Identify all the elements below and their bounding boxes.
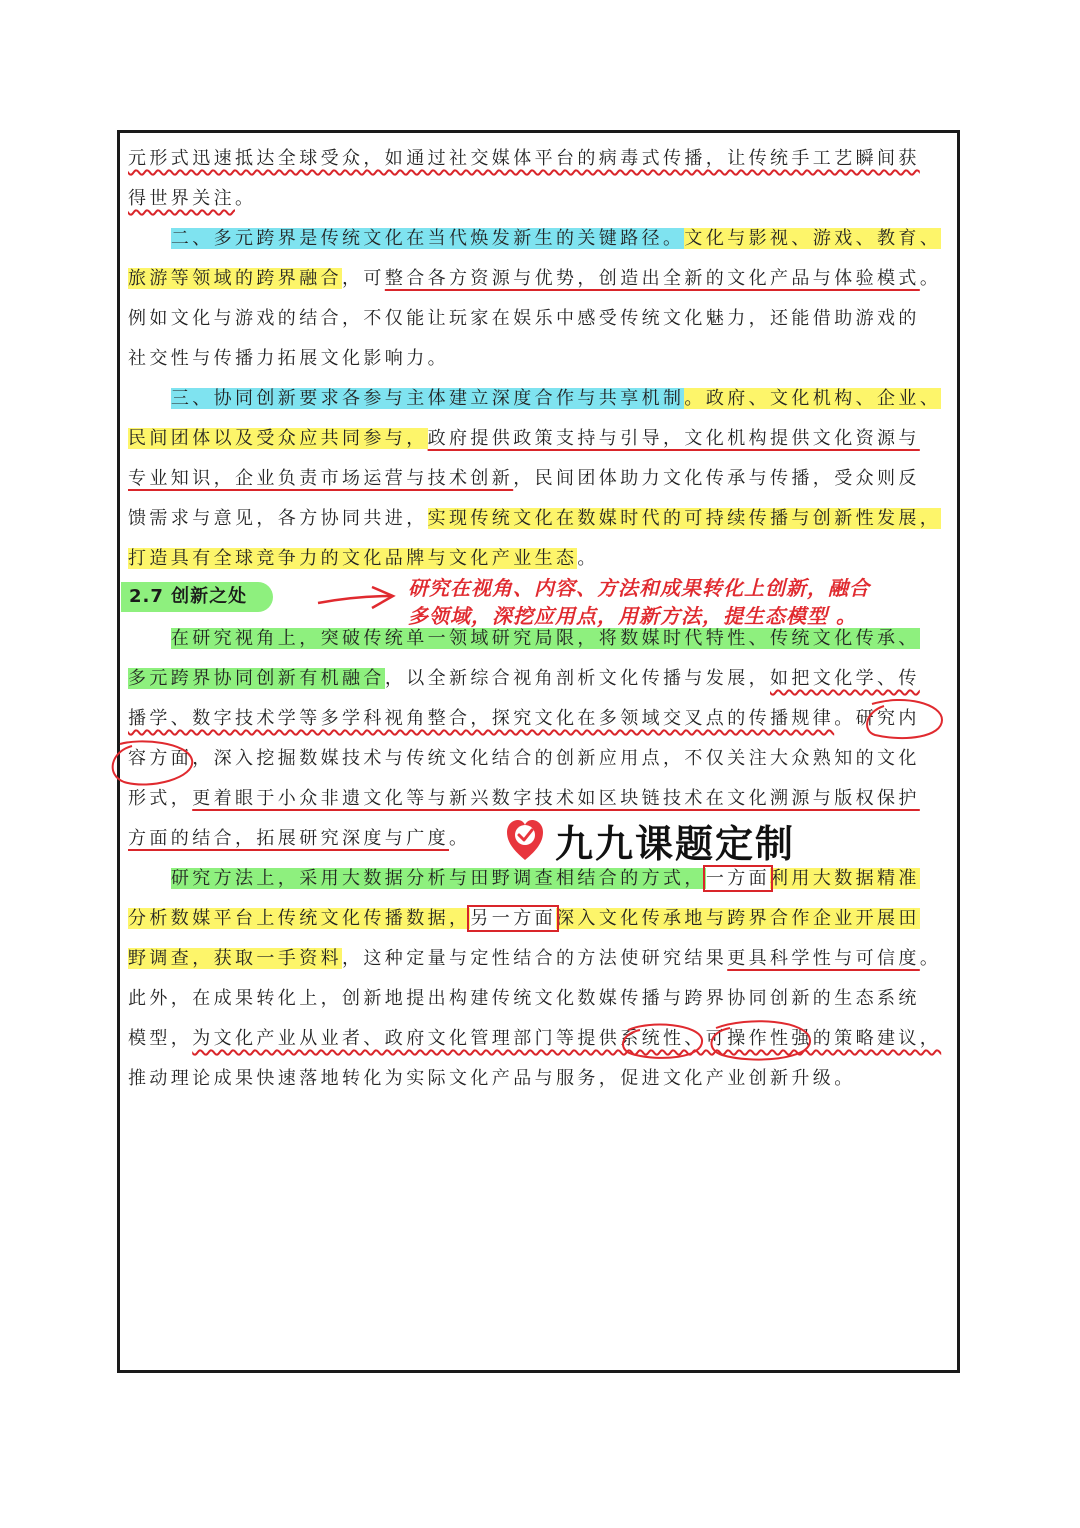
text-line: 推动理论成果快速落地转化为实际文化产品与服务，促进文化产业创新升级。 bbox=[128, 1068, 856, 1089]
text-line: 播学、数字技术学等多学科视角整合，探究文化在多领域交叉点的传播规律。研究内 bbox=[128, 708, 920, 729]
handwritten-annotation: 研究在视角、内容、方法和成果转化上创新，融合 bbox=[408, 576, 870, 600]
text-line: 容方面，深入挖掘数媒技术与传统文化结合的创新应用点，不仅关注大众熟知的文化 bbox=[128, 748, 920, 769]
text-line: 野调查，获取一手资料，这种定量与定性结合的方法使研究结果更具科学性与可信度。 bbox=[128, 948, 942, 969]
text-line: 社交性与传播力拓展文化影响力。 bbox=[128, 348, 449, 369]
text-line: 多元跨界协同创新有机融合，以全新综合视角剖析文化传播与发展，如把文化学、传 bbox=[128, 668, 920, 689]
text-line: 专业知识，企业负责市场运营与技术创新，民间团体助力文化传承与传播，受众则反 bbox=[128, 468, 920, 489]
text-line: 模型，为文化产业从业者、政府文化管理部门等提供系统性、可操作性强的策略建议， bbox=[128, 1028, 942, 1049]
heart-check-icon bbox=[505, 818, 545, 862]
text-line: 例如文化与游戏的结合，不仅能让玩家在娱乐中感受传统文化魅力，还能借助游戏的 bbox=[128, 308, 920, 329]
text-line: 形式，更着眼于小众非遗文化等与新兴数字技术如区块链技术在文化溯源与版权保护 bbox=[128, 788, 920, 809]
text-line: 旅游等领域的跨界融合，可整合各方资源与优势，创造出全新的文化产品与体验模式。 bbox=[128, 268, 942, 289]
text-line: 在研究视角上，突破传统单一领域研究局限，将数媒时代特性、传统文化传承、 bbox=[170, 628, 920, 649]
section-heading: 2.7 创新之处 bbox=[121, 582, 273, 612]
text-line: 此外，在成果转化上，创新地提出构建传统文化数媒传播与跨界协同创新的生态系统 bbox=[128, 988, 920, 1009]
text-line: 方面的结合，拓展研究深度与广度。 bbox=[128, 828, 471, 849]
text-line: 打造具有全球竞争力的文化品牌与文化产业生态。 bbox=[128, 548, 599, 569]
text-line: 馈需求与意见，各方协同共进，实现传统文化在数媒时代的可持续传播与创新性发展， bbox=[128, 508, 942, 529]
text-line: 三、协同创新要求各参与主体建立深度合作与共享机制。政府、文化机构、企业、 bbox=[170, 388, 942, 409]
text-line: 分析数媒平台上传统文化传播数据，另一方面深入文化传承地与跨界合作企业开展田 bbox=[128, 908, 920, 929]
text-line: 元形式迅速抵达全球受众，如通过社交媒体平台的病毒式传播，让传统手工艺瞬间获 bbox=[128, 148, 920, 169]
handwritten-annotation: 多领域，深挖应用点，用新方法，提生态模型 。 bbox=[408, 604, 857, 628]
watermark-text: 九九课题定制 bbox=[555, 821, 796, 866]
text-line: 民间团体以及受众应共同参与，政府提供政策支持与引导，文化机构提供文化资源与 bbox=[128, 428, 920, 449]
watermark bbox=[505, 815, 795, 865]
text-line: 研究方法上，采用大数据分析与田野调查相结合的方式，一方面利用大数据精准 bbox=[170, 868, 920, 889]
text-line: 得世界关注。 bbox=[128, 188, 257, 209]
text-line: 二、多元跨界是传统文化在当代焕发新生的关键路径。文化与影视、游戏、教育、 bbox=[170, 228, 942, 249]
